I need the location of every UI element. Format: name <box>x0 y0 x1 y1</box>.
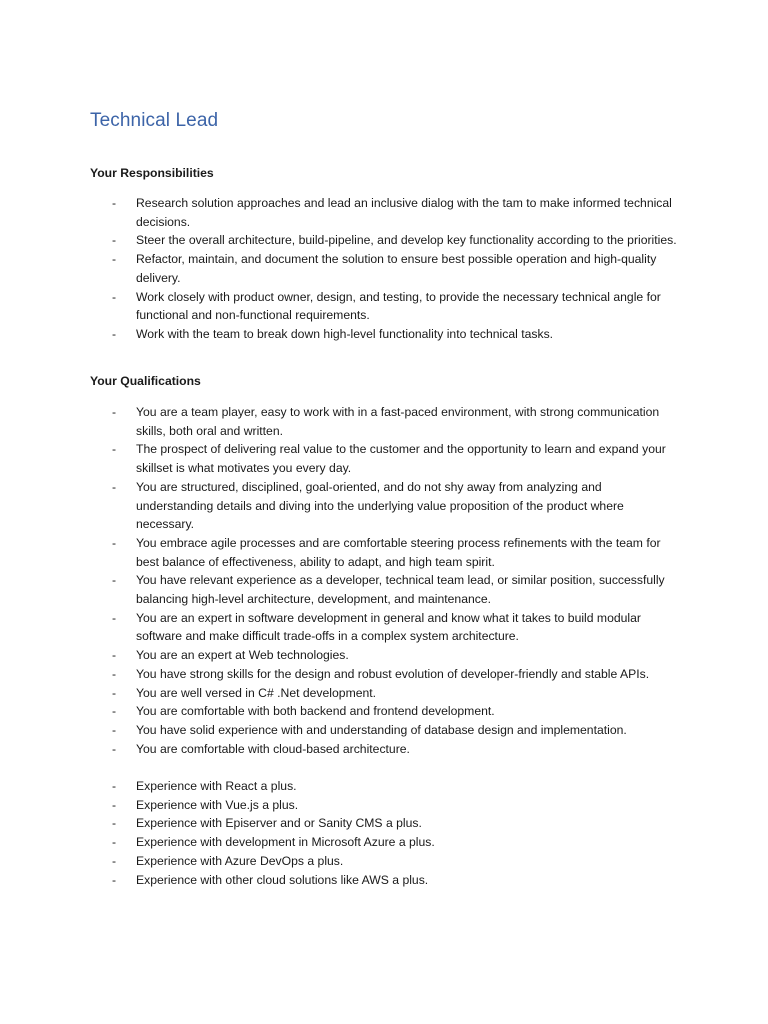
bullet-dash: - <box>112 685 117 700</box>
list-item <box>0 250 768 287</box>
bullet-dash: - <box>112 442 117 457</box>
bullet-dash: - <box>112 648 117 663</box>
list-item <box>0 684 768 703</box>
list-item-text: You are an expert at Web technologies. <box>136 648 349 663</box>
list-item-text: You are structured, disciplined, goal-oriented, and do not shy away from analyzing and understanding details and diving into the underlying value proposition of the product where necessary. <box>136 479 624 532</box>
bullet-dash: - <box>112 741 117 756</box>
list-item <box>0 871 768 890</box>
list-item-text: The prospect of delivering real value to the customer and the opportunity to learn and expand your skillset is what motivates you every day. <box>136 442 666 476</box>
responsibilities-list <box>0 194 768 344</box>
list-item <box>0 721 768 740</box>
bullet-dash: - <box>112 610 117 625</box>
bullet-dash: - <box>112 666 117 681</box>
bullet-dash: - <box>112 535 117 550</box>
bullet-dash: - <box>112 252 117 267</box>
list-item <box>0 571 768 608</box>
list-item-text: You are a team player, easy to work with in a fast-paced environment, with strong communication skills, both oral and written. <box>136 405 660 438</box>
list-item <box>0 403 768 440</box>
document-title: Technical Lead <box>90 110 219 131</box>
list-item <box>0 609 768 646</box>
list-item-text: Research solution approaches and lead an inclusive dialog with the tam to make informed technical decisions. <box>136 196 672 229</box>
list-item-text: Experience with development in Microsoft Azure a plus. <box>136 835 435 850</box>
list-item <box>0 702 768 721</box>
list-item <box>0 833 768 852</box>
list-item <box>0 814 768 833</box>
bullet-dash: - <box>112 872 117 887</box>
bullet-dash: - <box>112 405 117 419</box>
list-item <box>0 325 768 344</box>
list-item-text: Work closely with product owner, design, and testing, to provide the necessary technical angle for functional and non-functional requirements. <box>136 289 661 323</box>
list-item-text: You have solid experience with and understanding of database design and implementation. <box>136 722 627 737</box>
bullet-dash: - <box>112 196 117 210</box>
list-item-text: Steer the overall architecture, build-pipeline, and develop key functionality according to the priorities. <box>136 233 677 248</box>
bullet-dash: - <box>112 573 117 588</box>
list-item <box>0 478 768 534</box>
list-item-text: You are comfortable with cloud-based architecture. <box>136 741 410 756</box>
list-item <box>0 194 768 231</box>
list-item-text: You are an expert in software development in general and know what it takes to build modular software and make difficult trade-offs in a complex system architecture. <box>136 610 641 644</box>
list-item <box>0 231 768 250</box>
bullet-dash: - <box>112 779 117 793</box>
list-item-text: You have relevant experience as a developer, technical team lead, or similar position, successfully balancing high-level architecture, development, and maintenance. <box>136 573 665 607</box>
list-item-text: Experience with other cloud solutions like AWS a plus. <box>136 872 429 887</box>
bullet-dash: - <box>112 233 117 248</box>
plus-experience-list <box>0 777 768 889</box>
qualifications-list <box>0 403 768 758</box>
list-item-text: Experience with Episerver and or Sanity CMS a plus. <box>136 816 422 831</box>
bullet-dash: - <box>112 722 117 737</box>
list-item <box>0 852 768 871</box>
list-item-text: You have strong skills for the design and robust evolution of developer-friendly and stable APIs. <box>136 666 650 681</box>
bullet-dash: - <box>112 704 117 719</box>
bullet-dash: - <box>112 853 117 868</box>
list-item <box>0 646 768 665</box>
responsibilities-heading: Your Responsibilities <box>90 166 214 180</box>
list-item <box>0 796 768 815</box>
list-item-text: Experience with Azure DevOps a plus. <box>136 853 344 868</box>
list-item <box>0 534 768 571</box>
bullet-dash: - <box>112 326 117 341</box>
list-item <box>0 440 768 477</box>
bullet-dash: - <box>112 816 117 831</box>
list-item-text: You are comfortable with both backend and frontend development. <box>136 704 495 719</box>
bullet-dash: - <box>112 835 117 850</box>
list-item-text: Refactor, maintain, and document the solution to ensure best possible operation and high-quality delivery. <box>136 252 657 285</box>
bullet-dash: - <box>112 289 117 304</box>
qualifications-heading: Your Qualifications <box>90 374 201 388</box>
list-item <box>0 740 768 759</box>
list-item-text: You are well versed in C# .Net development. <box>136 685 377 700</box>
list-item <box>0 288 768 325</box>
bullet-dash: - <box>112 797 117 812</box>
bullet-dash: - <box>112 479 117 494</box>
list-item <box>0 665 768 684</box>
list-item <box>0 777 768 796</box>
list-item-text: Work with the team to break down high-level functionality into technical tasks. <box>136 326 554 341</box>
list-item-text: You embrace agile processes and are comfortable steering process refinements with the team for best balance of effectiveness, ability to adapt, and high team spirit. <box>136 535 661 569</box>
list-item-text: Experience with React a plus. <box>136 779 297 793</box>
list-item-text: Experience with Vue.js a plus. <box>136 797 299 812</box>
